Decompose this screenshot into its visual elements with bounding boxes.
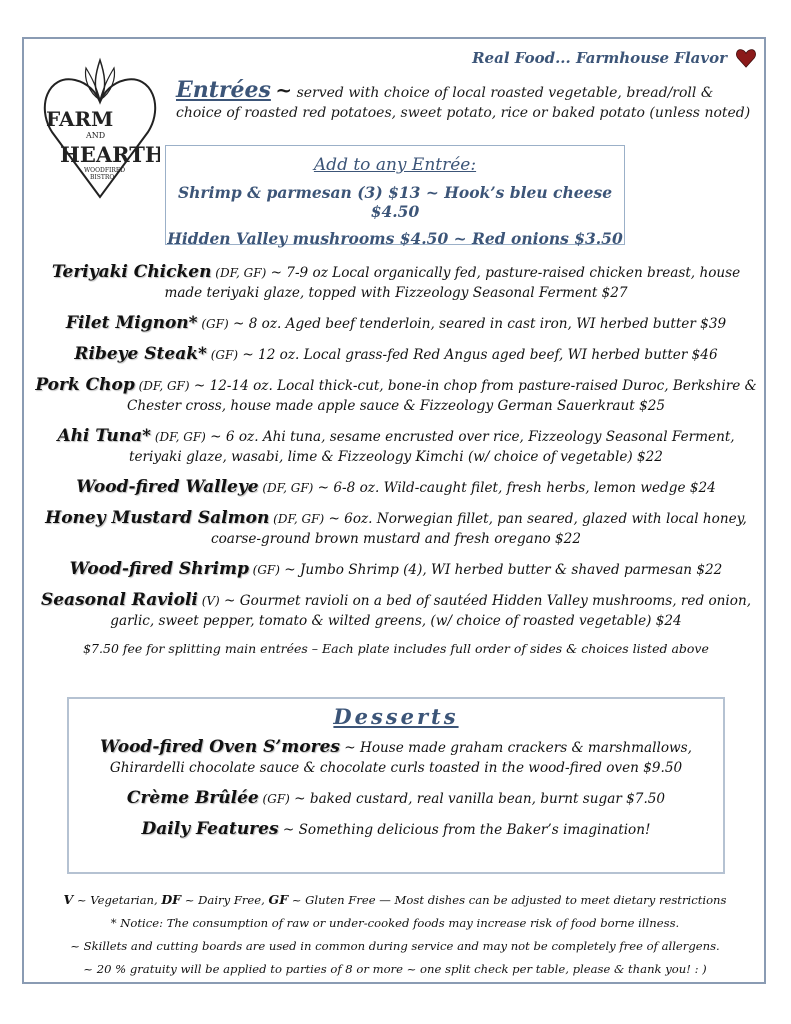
item-tags: (GF) xyxy=(248,563,280,577)
item-desc: 8 oz. Aged beef tenderloin, seared in cast iron, WI herbed butter $39 xyxy=(248,316,727,332)
item-name: Ribeye Steak* xyxy=(74,344,207,364)
menu-item xyxy=(34,375,758,416)
menu-item xyxy=(34,508,758,549)
logo-line-4: WOODFIRED xyxy=(84,167,126,174)
item-name: Crème Brûlée xyxy=(126,788,259,808)
item-tags: (DF, GF) xyxy=(134,379,190,393)
footer-notes xyxy=(30,888,760,981)
raw-food-notice: * Notice: The consumption of raw or under-cooked foods may increase risk of food borne illness. xyxy=(110,916,680,930)
item-tilde: ~ xyxy=(313,480,334,496)
item-tilde: ~ xyxy=(279,562,300,578)
entrees-title: Entrées xyxy=(176,77,271,103)
item-tags: (DF, GF) xyxy=(269,512,325,526)
legend-df-text: ~ Dairy Free, xyxy=(181,893,269,907)
gratuity-note: ~ 20 % gratuity will be applied to parties of 8 or more ~ one split check per table, please & thank you! : ) xyxy=(83,962,707,976)
logo-line-3: HEARTH xyxy=(60,142,160,167)
item-name: Wood-fired Shrimp xyxy=(69,559,249,579)
item-name: Pork Chop xyxy=(35,375,135,395)
item-tags: (GF) xyxy=(258,792,290,806)
tagline-text: Real Food... Farmhouse Flavor xyxy=(472,49,727,67)
logo-line-2: AND xyxy=(86,131,106,140)
item-name: Daily Features xyxy=(141,819,279,839)
item-tilde: ~ xyxy=(278,822,299,838)
item-desc: Jumbo Shrimp (4), WI herbed butter & shaved parmesan $22 xyxy=(299,562,723,578)
desserts-title: Desserts xyxy=(333,704,459,729)
add-to-entree-title: Add to any Entrée: xyxy=(313,155,477,175)
item-desc: House made graham crackers & marshmallows, Ghirardelli chocolate sauce & chocolate curls toasted in the wood-fired oven $9.50 xyxy=(109,740,692,776)
item-desc: 6 oz. Ahi tuna, sesame encrusted over rice, Fizzeology Seasonal Ferment, teriyaki glaze, wasabi, lime & Fizzeology Kimchi (w/ choice of vegetable) $22 xyxy=(129,429,735,465)
item-desc: 12 oz. Local grass-fed Red Angus aged beef, WI herbed butter $46 xyxy=(258,347,718,363)
item-tilde: ~ xyxy=(189,378,210,394)
dessert-item xyxy=(69,819,723,840)
item-name: Ahi Tuna* xyxy=(57,426,152,446)
menu-item xyxy=(34,313,758,334)
item-desc: Something delicious from the Baker’s imagination! xyxy=(298,822,651,838)
menu-item xyxy=(34,262,758,303)
item-desc: 7-9 oz Local organically fed, pasture-raised chicken breast, house made teriyaki glaze, topped with Fizzeology Seasonal Ferment $27 xyxy=(164,265,741,301)
legend-v-text: ~ Vegetarian, xyxy=(73,893,162,907)
item-desc: baked custard, real vanilla bean, burnt sugar $7.50 xyxy=(309,791,666,807)
addon-line-1: Shrimp & parmesan (3) $13 ~ Hook’s bleu cheese $4.50 xyxy=(177,183,613,221)
menu-item xyxy=(34,344,758,365)
menu-item xyxy=(34,426,758,467)
item-tilde: ~ xyxy=(228,316,249,332)
legend-v: V xyxy=(63,892,74,907)
item-tilde: ~ xyxy=(219,593,240,609)
item-desc: 6-8 oz. Wild-caught filet, fresh herbs, lemon wedge $24 xyxy=(333,480,716,496)
diet-legend xyxy=(30,888,760,912)
item-tags: (GF) xyxy=(197,317,229,331)
item-tilde: ~ xyxy=(289,791,310,807)
item-name: Honey Mustard Salmon xyxy=(45,508,270,528)
item-tags: (DF, GF) xyxy=(258,481,314,495)
entrees-tilde: ~ xyxy=(275,78,293,102)
item-name: Seasonal Ravioli xyxy=(40,590,198,610)
item-tilde: ~ xyxy=(238,347,259,363)
legend-df: DF xyxy=(161,892,182,907)
logo-line-5: BISTRO xyxy=(90,174,115,181)
desserts-box xyxy=(67,697,725,874)
item-tags: (GF) xyxy=(206,348,238,362)
dessert-item xyxy=(69,737,723,778)
item-desc: 12-14 oz. Local thick-cut, bone-in chop from pasture-raised Duroc, Berkshire & Chester cross, house made apple sauce & Fizzeology German Sauerkraut $25 xyxy=(126,378,757,414)
item-desc: 6oz. Norwegian fillet, pan seared, glazed with local honey, coarse-ground brown mustard and fresh oregano $22 xyxy=(211,511,747,547)
item-tilde: ~ xyxy=(339,740,361,756)
tagline xyxy=(472,47,757,69)
item-desc: Gourmet ravioli on a bed of sautéed Hidden Valley mushrooms, red onion, garlic, sweet pepper, tomato & wilted greens, (w/ choice of roasted vegetable) $24 xyxy=(110,593,752,629)
allergen-note: ~ Skillets and cutting boards are used in common during service and may not be completely free of allergens. xyxy=(70,939,720,953)
item-tilde: ~ xyxy=(324,511,345,527)
dessert-item xyxy=(69,788,723,809)
item-name: Teriyaki Chicken xyxy=(51,262,212,282)
logo-line-1: FARM xyxy=(46,107,114,131)
item-name: Wood-fired Walleye xyxy=(76,477,259,497)
item-tilde: ~ xyxy=(266,265,287,281)
legend-gf-text: ~ Gluten Free — Most dishes can be adjusted to meet dietary restrictions xyxy=(288,893,727,907)
item-name: Wood-fired Oven S’mores xyxy=(100,737,340,757)
menu-item xyxy=(34,590,758,631)
heart-icon xyxy=(735,47,757,69)
item-tags: (V) xyxy=(197,594,220,608)
entrees-header xyxy=(176,77,756,123)
add-to-entree-box xyxy=(165,145,625,248)
legend-gf: GF xyxy=(268,892,289,907)
item-tags: (DF, GF) xyxy=(151,430,206,444)
entree-list xyxy=(34,262,758,659)
split-fee-note: $7.50 fee for splitting main entrées – Each plate includes full order of sides & choices listed above xyxy=(83,641,709,656)
item-tilde: ~ xyxy=(205,429,226,445)
menu-item xyxy=(34,559,758,580)
addon-line-2: Hidden Valley mushrooms $4.50 ~ Red onions $3.50 xyxy=(167,229,623,248)
farm-and-hearth-logo xyxy=(40,52,160,202)
item-tags: (DF, GF) xyxy=(211,266,267,280)
menu-item xyxy=(34,477,758,498)
entrees-description: served with choice of local roasted vegetable, bread/roll & choice of roasted red potatoes, sweet potato, rice or baked potato (unless noted) xyxy=(176,85,751,121)
item-name: Filet Mignon* xyxy=(65,313,198,333)
